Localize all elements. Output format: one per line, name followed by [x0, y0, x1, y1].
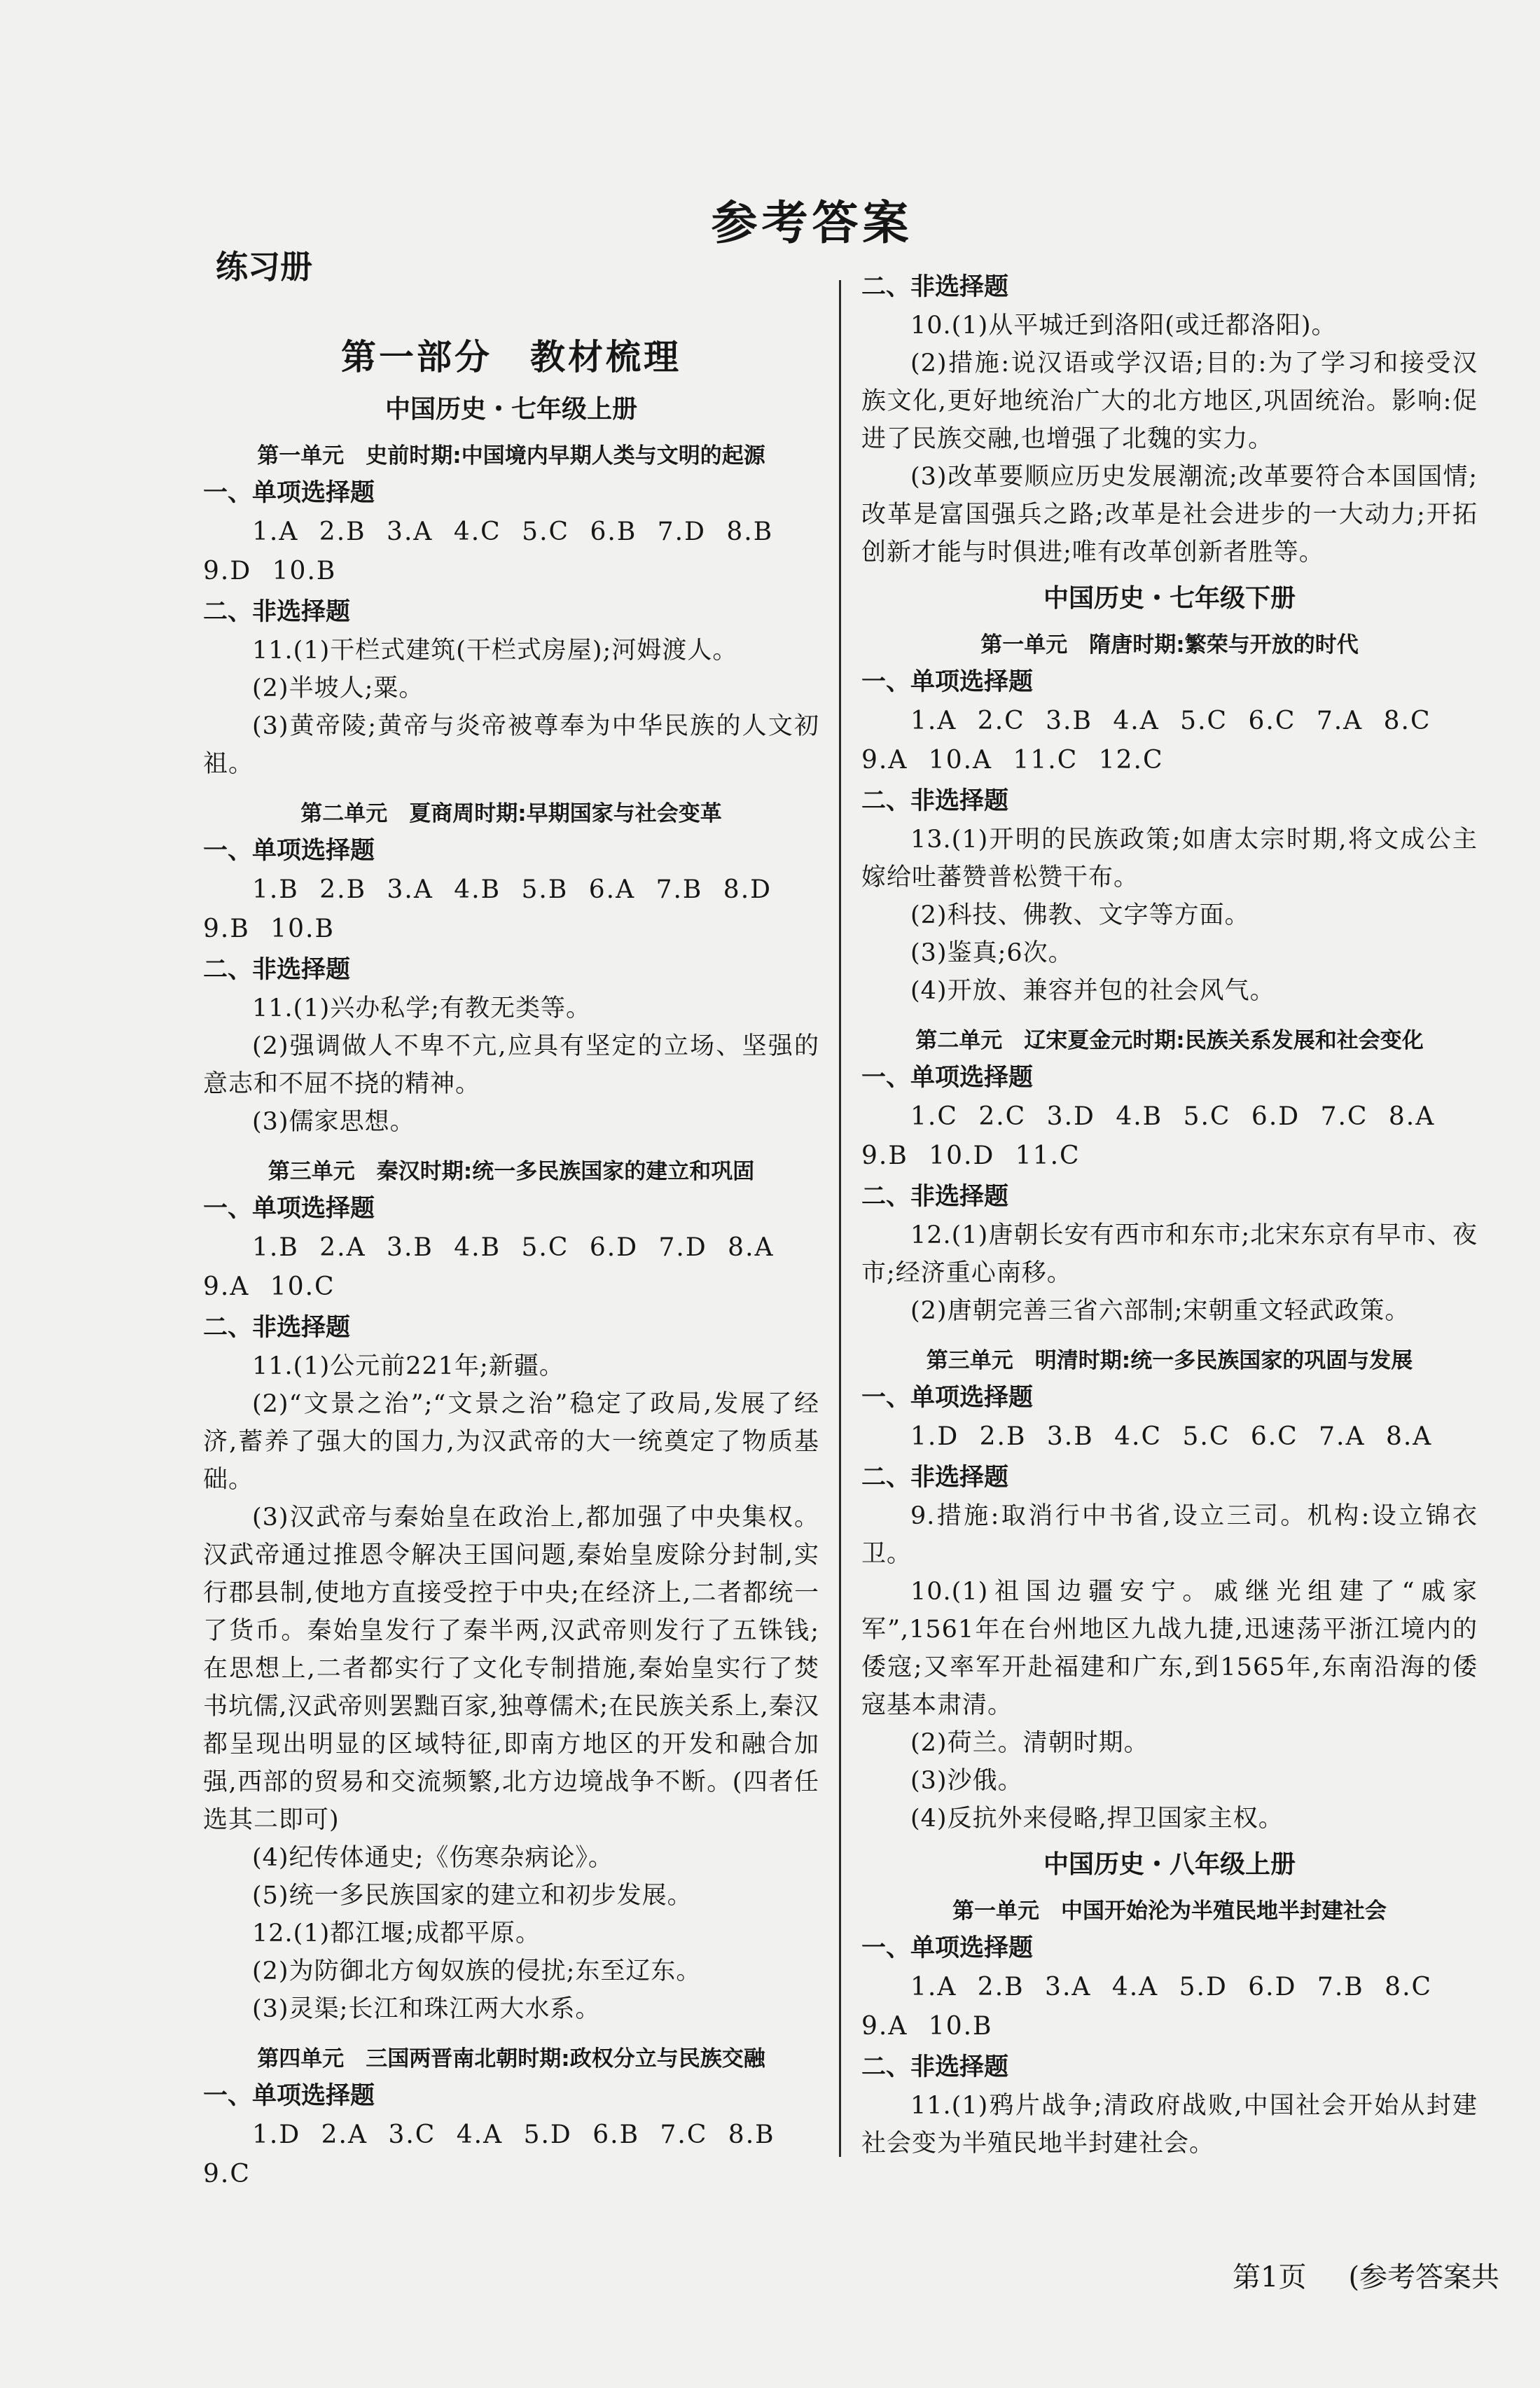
- section-heading: 一、单项选择题: [203, 837, 375, 865]
- answer-line: 9.A 10.C: [203, 1272, 335, 1301]
- unit-heading: 第三单元 秦汉时期:统一多民族国家的建立和巩固: [268, 1159, 755, 1184]
- section-heading: 二、非选择题: [861, 273, 1009, 301]
- section-heading: 二、非选择题: [861, 1464, 1009, 1492]
- answer-text: (3)儒家思想。: [252, 1108, 415, 1136]
- section-heading: 二、非选择题: [203, 956, 351, 984]
- answer-line: 1.A 2.B 3.A 4.A 5.D 6.D 7.B 8.C: [910, 1973, 1433, 2001]
- answer-text: (2)措施:说汉语或学汉语;目的:为了学习和接受汉族文化,更好地统治广大的北方地区,巩固统治。影响:促进了民族交融,也增强了北魏的实力。: [861, 349, 1478, 453]
- page-footer: [1233, 2255, 1540, 2295]
- answer-line: 9.B 10.D 11.C: [861, 1141, 1081, 1170]
- grade-heading: 中国历史・七年级上册: [384, 395, 637, 424]
- answer-text: (4)反抗外来侵略,捍卫国家主权。: [910, 1805, 1284, 1833]
- unit-heading: 第二单元 夏商周时期:早期国家与社会变革: [300, 801, 722, 826]
- section-heading: 一、单项选择题: [861, 668, 1034, 696]
- answer-line: 1.A 2.B 3.A 4.C 5.C 6.B 7.D 8.B: [252, 518, 774, 546]
- answer-text: 11.(1)兴办私学;有教无类等。: [252, 994, 592, 1022]
- answer-text: (2)半坡人;粟。: [252, 674, 424, 702]
- unit-heading: 第三单元 明清时期:统一多民族国家的巩固与发展: [926, 1348, 1413, 1373]
- answer-text: (3)鉴真;6次。: [910, 939, 1074, 967]
- unit-heading: 第四单元 三国两晋南北朝时期:政权分立与民族交融: [257, 2046, 765, 2071]
- answer-text: (2)强调做人不卑不亢,应具有坚定的立场、坚强的意志和不屈不挠的精神。: [203, 1032, 819, 1098]
- section-heading: 一、单项选择题: [203, 1195, 375, 1223]
- answer-line: 1.A 2.C 3.B 4.A 5.C 6.C 7.A 8.C: [910, 707, 1431, 735]
- right-column: [861, 266, 1478, 2163]
- answer-text: (3)汉武帝与秦始皇在政治上,都加强了中央集权。汉武帝通过推恩令解决王国问题,秦始皇废除分封制,实行郡县制,使地方直接受控于中央;在经济上,二者都统一了货币。秦始皇发行了秦半两,汉武帝则发行了五铢钱;在思想上,二者都实行了文化专制措施,秦始皇实行了焚书坑儒,汉武帝则罢黜百家,独尊儒术;在民族关系上,秦汉都呈现出明显的区域特征,即南方地区的开发和融合加强,西部的贸易和交流频繁,北方边境战争不断。(四者任选其二即可): [203, 1504, 819, 1834]
- answer-text: (4)纪传体通史;《伤寒杂病论》。: [252, 1844, 613, 1872]
- answer-text: 12.(1)都江堰;成都平原。: [252, 1920, 541, 1948]
- section-heading: 一、单项选择题: [203, 2082, 375, 2110]
- answer-line: 9.C: [203, 2160, 251, 2188]
- unit-heading: 第一单元 中国开始沦为半殖民地半封建社会: [952, 1898, 1387, 1924]
- section-heading: 一、单项选择题: [861, 1384, 1034, 1412]
- answer-text: (3)黄帝陵;黄帝与炎帝被尊奉为中华民族的人文初祖。: [203, 712, 819, 778]
- part-title: 第一部分 教材梳理: [341, 337, 681, 377]
- answer-text: (5)统一多民族国家的建立和初步发展。: [252, 1882, 693, 1910]
- answer-text: (2)为防御北方匈奴族的侵扰;东至辽东。: [252, 1957, 702, 1985]
- section-heading: 二、非选择题: [203, 1314, 351, 1342]
- answer-text: 12.(1)唐朝长安有西市和东市;北宋东京有早市、夜市;经济重心南移。: [861, 1221, 1478, 1287]
- page-title: 参考答案: [711, 196, 913, 250]
- section-heading: 二、非选择题: [861, 787, 1009, 815]
- answer-text: 11.(1)干栏式建筑(干栏式房屋);河姆渡人。: [252, 637, 738, 665]
- answer-text: (2)唐朝完善三省六部制;宋朝重文轻武政策。: [910, 1297, 1410, 1325]
- answer-line: 9.D 10.B: [203, 557, 337, 585]
- answer-text: (2)科技、佛教、文字等方面。: [910, 901, 1250, 929]
- section-heading: 二、非选择题: [861, 2053, 1009, 2081]
- unit-heading: 第一单元 隋唐时期:繁荣与开放的时代: [980, 632, 1359, 658]
- section-heading: 一、单项选择题: [861, 1934, 1034, 1962]
- page-number: 第1页: [1233, 2261, 1307, 2293]
- left-column: [203, 266, 819, 2194]
- answer-line: 9.B 10.B: [203, 915, 335, 943]
- answer-line: 9.A 10.B: [861, 2012, 993, 2041]
- answer-text: 11.(1)公元前221年;新疆。: [252, 1352, 564, 1380]
- unit-heading: 第一单元 史前时期:中国境内早期人类与文明的起源: [257, 443, 765, 468]
- footer-note: (参考答案共: [1348, 2261, 1500, 2293]
- unit-heading: 第二单元 辽宋夏金元时期:民族关系发展和社会变化: [915, 1028, 1424, 1053]
- answer-text: (3)改革要顺应历史发展潮流;改革要符合本国国情;改革是富国强兵之路;改革是社会进步的一大动力;开拓创新才能与时俱进;唯有改革创新者胜等。: [861, 463, 1478, 567]
- answer-text: 10.(1)祖国边疆安宁。戚继光组建了“戚家军”,1561年在台州地区九战九捷,迅速荡平浙江境内的倭寇;又率军开赴福建和广东,到1565年,东南沿海的倭寇基本肃清。: [861, 1578, 1478, 1719]
- section-heading: 二、非选择题: [203, 598, 351, 626]
- section-heading: 二、非选择题: [861, 1183, 1009, 1211]
- book-label: 练习册: [216, 248, 312, 286]
- grade-heading: 中国历史・七年级下册: [1043, 584, 1296, 613]
- answer-line: 1.D 2.B 3.B 4.C 5.C 6.C 7.A 8.A: [910, 1422, 1433, 1451]
- section-heading: 一、单项选择题: [861, 1064, 1034, 1092]
- answer-text: (3)沙俄。: [910, 1767, 1023, 1795]
- answer-text: (4)开放、兼容并包的社会风气。: [910, 977, 1275, 1005]
- answer-line: 9.A 10.A 11.C 12.C: [861, 746, 1164, 775]
- answer-text: 13.(1)开明的民族政策;如唐太宗时期,将文成公主嫁给吐蕃赞普松赞干布。: [861, 826, 1478, 891]
- answer-text: 11.(1)鸦片战争;清政府战败,中国社会开始从封建社会变为半殖民地半封建社会。: [861, 2092, 1478, 2158]
- answer-text: 9.措施:取消行中书省,设立三司。机构:设立锦衣卫。: [861, 1502, 1478, 1568]
- answer-line: 1.B 2.B 3.A 4.B 5.B 6.A 7.B 8.D: [252, 875, 772, 904]
- column-divider: [839, 280, 841, 2157]
- answer-line: 1.C 2.C 3.D 4.B 5.C 6.D 7.C 8.A: [910, 1102, 1436, 1131]
- grade-heading: 中国历史・八年级上册: [1043, 1850, 1296, 1879]
- section-heading: 一、单项选择题: [203, 479, 375, 507]
- answer-text: (3)灵渠;长江和珠江两大水系。: [252, 1995, 601, 2023]
- answer-text: 10.(1)从平城迁到洛阳(或迁都洛阳)。: [910, 312, 1337, 340]
- answer-line: 1.D 2.A 3.C 4.A 5.D 6.B 7.C 8.B: [252, 2120, 775, 2149]
- answer-text: (2)“文景之治”;“文景之治”稳定了政局,发展了经济,蓄养了强大的国力,为汉武帝的大一统奠定了物质基础。: [203, 1390, 819, 1494]
- answer-text: (2)荷兰。清朝时期。: [910, 1729, 1149, 1757]
- answer-line: 1.B 2.A 3.B 4.B 5.C 6.D 7.D 8.A: [252, 1233, 775, 1262]
